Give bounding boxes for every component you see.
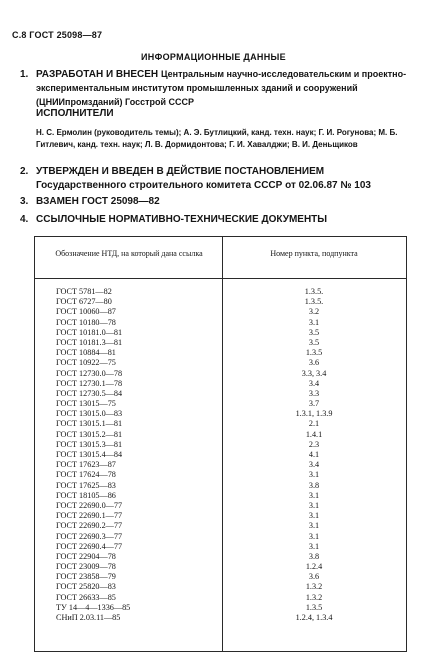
table-row (35, 572, 406, 582)
row-point: 3.7 (308, 399, 320, 409)
column-header-point: Номер пункта, подпункта (270, 249, 358, 258)
table-row (35, 582, 406, 592)
table-row (35, 430, 406, 440)
section-3-number: 3. (20, 196, 29, 207)
table-row (35, 307, 406, 317)
row-point: 2.3 (308, 439, 320, 449)
row-document: ГОСТ 10180—78 (56, 317, 116, 327)
table-row (35, 297, 406, 307)
row-document: ГОСТ 10060—87 (56, 307, 116, 317)
row-document: ГОСТ 12730.1—78 (56, 378, 123, 388)
section-1-text: Центральным научно-исследовательским и проектно-экспериментальным институтом промышленных зданий и сооружений (ЦНИИпромзданий) Госстрой СССР (36, 69, 407, 107)
row-document: ГОСТ 17623—87 (56, 460, 116, 470)
table-row (35, 552, 406, 562)
row-point: 3.1 (308, 470, 320, 480)
table-row (35, 358, 406, 368)
row-document: ГОСТ 5781—82 (56, 287, 112, 296)
row-point: 3.3, 3.4 (301, 368, 327, 378)
table-body (35, 287, 406, 623)
row-point: 1.3.2 (305, 592, 323, 602)
section-3 (20, 195, 415, 209)
row-point: 2.1 (308, 419, 320, 429)
row-point: 1.3.5 (305, 348, 323, 358)
row-point: 3.8 (308, 480, 320, 490)
table-row (35, 593, 406, 603)
row-document: ТУ 14—4—1336—85 (56, 602, 131, 612)
row-document: ГОСТ 22690.1—77 (56, 511, 123, 521)
row-point: 1.3.1, 1.3.9 (295, 409, 333, 419)
document-title: ИНФОРМАЦИОННЫЕ ДАННЫЕ (141, 52, 286, 62)
table-row (35, 328, 406, 338)
row-document: ГОСТ 22904—78 (56, 551, 116, 561)
row-point: 3.4 (308, 378, 320, 388)
section-4-text: ССЫЛОЧНЫЕ НОРМАТИВНО-ТЕХНИЧЕСКИЕ ДОКУМЕНТЫ (36, 214, 328, 225)
row-document: ГОСТ 22690.0—77 (56, 500, 123, 510)
table-row (35, 613, 406, 623)
row-point: 3.1 (308, 531, 320, 541)
executors-heading: ИСПОЛНИТЕЛИ (36, 108, 114, 119)
row-document: ГОСТ 22690.2—77 (56, 521, 123, 531)
row-document: ГОСТ 6727—80 (56, 297, 112, 307)
section-4-number: 4. (20, 214, 29, 225)
executors-list: Н. С. Ермолин (руководитель темы); А. Э. Бутлицкий, канд. техн. наук; Г. И. Рогунова; М. Б. Гитлевич, канд. техн. наук; Л. В. Дормидонтова; Г. И. Хавалджи; В. И. Деньщиков (36, 128, 398, 149)
table-row (35, 470, 406, 480)
table-row (35, 521, 406, 531)
table-row (35, 419, 406, 429)
row-point: 3.1 (308, 317, 320, 327)
row-point: 3.1 (308, 500, 320, 510)
row-document: ГОСТ 12730.5—84 (56, 388, 123, 398)
table-row (35, 348, 406, 358)
section-1-number: 1. (20, 69, 29, 80)
table-row (35, 460, 406, 470)
row-document: ГОСТ 17624—78 (56, 470, 116, 480)
section-4 (20, 213, 415, 227)
row-point: 1.2.4, 1.3.4 (295, 613, 333, 622)
row-document: ГОСТ 18105—86 (56, 490, 116, 500)
row-document: ГОСТ 10922—75 (56, 358, 116, 368)
section-3-text: ВЗАМЕН ГОСТ 25098—82 (36, 196, 160, 207)
table-row (35, 511, 406, 521)
row-point: 1.3.5 (305, 602, 323, 612)
row-point: 3.3 (308, 388, 320, 398)
row-point: 3.5 (308, 327, 320, 337)
column-header-document: Обозначение НТД, на который дана ссылка (55, 249, 203, 258)
row-document: ГОСТ 22690.4—77 (56, 541, 123, 551)
row-document: ГОСТ 13015.1—81 (56, 419, 123, 429)
table-row (35, 338, 406, 348)
table-row (35, 409, 406, 419)
row-point: 3.1 (308, 541, 320, 551)
row-document: ГОСТ 26633—85 (56, 592, 116, 602)
row-point: 3.2 (308, 307, 320, 317)
table-row (35, 562, 406, 572)
section-1-body (36, 68, 415, 110)
row-point: 4.1 (308, 450, 320, 459)
header-divider (35, 278, 406, 279)
row-document: ГОСТ 13015.0—83 (56, 409, 123, 419)
row-point: 1.4.1 (305, 429, 323, 439)
row-point: 3.1 (308, 511, 320, 521)
references-table (34, 236, 407, 652)
row-document: ГОСТ 13015.4—84 (56, 450, 123, 459)
row-point: 1.3.5. (304, 297, 324, 307)
row-point: 3.8 (308, 551, 320, 561)
row-document: ГОСТ 10181.3—81 (56, 337, 123, 347)
row-document: ГОСТ 10884—81 (56, 348, 116, 358)
row-document: СНиП 2.03.11—85 (56, 613, 121, 622)
row-document: ГОСТ 23009—78 (56, 562, 116, 572)
row-document: ГОСТ 13015.3—81 (56, 439, 123, 449)
row-point: 3.1 (308, 521, 320, 531)
table-row (35, 542, 406, 552)
section-2-number: 2. (20, 166, 29, 177)
table-row (35, 399, 406, 409)
row-point: 3.5 (308, 337, 320, 347)
row-point: 3.6 (308, 572, 320, 582)
row-document: ГОСТ 25820—83 (56, 582, 116, 592)
section-2-text: УТВЕРЖДЕН И ВВЕДЕН В ДЕЙСТВИЕ ПОСТАНОВЛЕНИЕМ Государственного строительного комитета СССР от 02.06.87 № 103 (36, 166, 371, 191)
row-point: 1.3.5. (304, 287, 324, 296)
table-row (35, 369, 406, 379)
table-row (35, 481, 406, 491)
table-row (35, 491, 406, 501)
row-document: ГОСТ 13015—75 (56, 399, 116, 409)
row-document: ГОСТ 13015.2—81 (56, 429, 123, 439)
row-point: 3.1 (308, 490, 320, 500)
row-point: 3.6 (308, 358, 320, 368)
page-header: С.8 ГОСТ 25098—87 (12, 30, 103, 40)
table-row (35, 379, 406, 389)
table-row (35, 318, 406, 328)
row-document: ГОСТ 12730.0—78 (56, 368, 123, 378)
row-point: 3.4 (308, 460, 320, 470)
row-document: ГОСТ 23858—79 (56, 572, 116, 582)
table-row (35, 450, 406, 460)
row-document: ГОСТ 17625—83 (56, 480, 116, 490)
section-2 (20, 165, 415, 193)
table-row (35, 532, 406, 542)
table-row (35, 603, 406, 613)
row-document: ГОСТ 10181.0—81 (56, 327, 123, 337)
table-row (35, 287, 406, 297)
section-1 (20, 68, 415, 110)
section-1-lead: РАЗРАБОТАН И ВНЕСЕН (36, 69, 159, 80)
table-row (35, 440, 406, 450)
row-point: 1.2.4 (305, 562, 323, 572)
table-row (35, 501, 406, 511)
row-point: 1.3.2 (305, 582, 323, 592)
row-document: ГОСТ 22690.3—77 (56, 531, 123, 541)
table-row (35, 389, 406, 399)
